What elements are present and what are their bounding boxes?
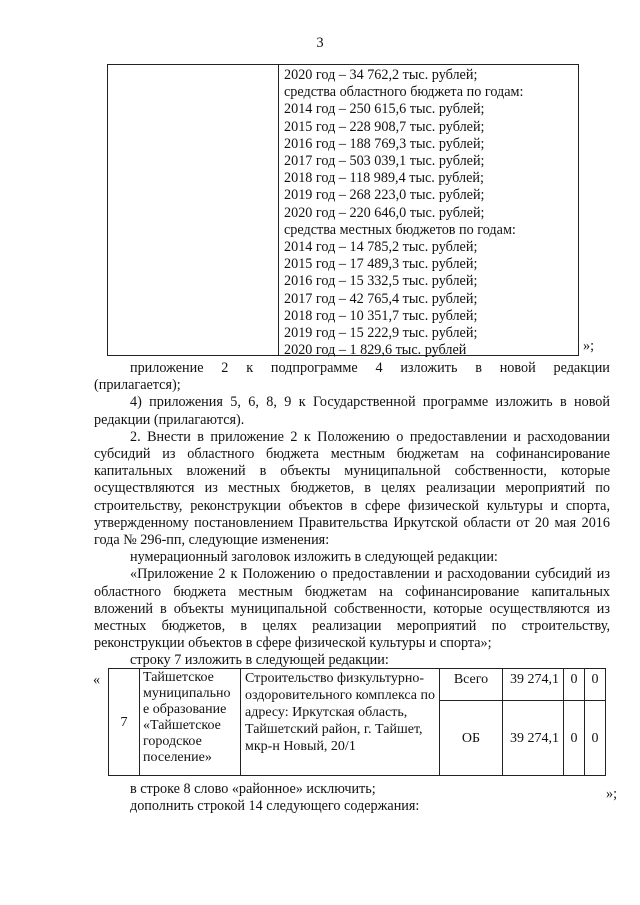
paragraph-item-4: 4) приложения 5, 6, 8, 9 к Государственной программе изложить в новой редакции (прилагаются).	[94, 394, 610, 428]
funding-line: 2020 год – 220 646,0 тыс. рублей;	[284, 204, 485, 221]
municipality-cell: Тайшетское муниципально е образование «Тайшетское городское поселение»	[140, 669, 241, 776]
paragraph-item-2: 2. Внести в приложение 2 к Положению о предоставлении и расходовании субсидий из областного бюджета местным бюджетам на софинансирование капитальных вложений в объекты муниципальной собственности, которые осуществляются из местных бюджетов, в целях реализации мероприятий по строительству, реконструкции объектов в сфере физической культуры и спорта, утвержденному постановлением Правительства Иркутской области от 20 мая 2016 года № 296-пп, следующие изменения:	[94, 428, 610, 549]
row-number: 7	[109, 669, 140, 776]
word: в	[475, 360, 482, 376]
funding-line: 2015 год – 228 908,7 тыс. рублей;	[284, 118, 485, 135]
funding-line: 2020 год – 1 829,6 тыс. рублей	[284, 342, 467, 359]
line-row8-change: в строке 8 слово «районное» исключить;	[130, 781, 376, 797]
word: 4	[375, 360, 383, 376]
funding-lines	[284, 67, 574, 359]
word: изложить	[400, 360, 458, 376]
funding-line: 2018 год – 118 989,4 тыс. рублей;	[284, 170, 484, 187]
funding-line: 2016 год – 188 769,3 тыс. рублей;	[284, 135, 485, 152]
funding-line: средства областного бюджета по годам:	[284, 84, 524, 101]
after-table-text	[130, 781, 419, 815]
closing-quote: »;	[606, 786, 618, 802]
funding-line: 2017 год – 503 039,1 тыс. рублей;	[284, 153, 485, 170]
value-cell: 0	[564, 669, 585, 701]
funding-line: 2020 год – 34 762,2 тыс. рублей;	[284, 67, 478, 83]
word: 2	[221, 360, 229, 376]
object-cell: Строительство физкультурно-оздоровительного комплекса по адресу: Иркутская область, Тайшетский район, г. Тайшет, мкр-н Новый, 20/1	[241, 669, 440, 776]
paragraph-appendix-line	[94, 360, 610, 377]
funding-line: 2014 год – 14 785,2 тыс. рублей;	[284, 239, 478, 256]
funding-line: 2017 год – 42 765,4 тыс. рублей;	[284, 290, 478, 307]
paragraph-appendix-rest: (прилагается);	[94, 377, 181, 394]
amount-cell: 39 274,1	[503, 669, 564, 701]
paragraph-new-heading: «Приложение 2 к Положению о предоставлении и расходовании субсидий из областного бюджета местным бюджетам на софинансирование капитальных вложений в объекты муниципальной собственности, которые осуществляются из местных бюджетов, в целях реализации мероприятий по строительству, реконструкции объектов в сфере физической культуры и спорта»;	[94, 566, 610, 652]
row7-table	[108, 668, 606, 776]
opening-quote: «	[93, 672, 101, 688]
amount-cell: 39 274,1	[503, 701, 564, 776]
paragraph-heading-change: нумерационный заголовок изложить в следующей редакции:	[130, 549, 498, 566]
paragraph-row7-intro: строку 7 изложить в следующей редакции:	[130, 652, 389, 669]
value-cell: 0	[585, 701, 606, 776]
funding-line: 2014 год – 250 615,6 тыс. рублей;	[284, 101, 485, 118]
word: редакции	[553, 360, 610, 376]
funding-line: 2019 год – 15 222,9 тыс. рублей;	[284, 325, 478, 342]
funding-source-cell: ОБ	[440, 701, 503, 776]
funding-line: 2018 год – 10 351,7 тыс. рублей;	[284, 307, 478, 324]
funding-line: средства местных бюджетов по годам:	[284, 221, 516, 238]
closing-quote: »;	[583, 338, 595, 354]
value-cell: 0	[564, 701, 585, 776]
line-row14-add: дополнить строкой 14 следующего содержания:	[130, 798, 420, 815]
funding-line: 2019 год – 268 223,0 тыс. рублей;	[284, 187, 485, 204]
funding-line: 2015 год – 17 489,3 тыс. рублей;	[284, 256, 478, 273]
document-body	[94, 360, 610, 670]
funding-line: 2016 год – 15 332,5 тыс. рублей;	[284, 273, 478, 290]
word: новой	[499, 360, 536, 376]
page-number: 3	[316, 35, 324, 51]
table-column-divider	[278, 65, 279, 355]
word: подпрограмме	[270, 360, 358, 376]
value-cell: 0	[585, 669, 606, 701]
funding-table	[107, 64, 579, 359]
word: приложение	[130, 360, 204, 376]
funding-source-cell: Всего	[440, 669, 503, 701]
word: к	[246, 360, 254, 376]
